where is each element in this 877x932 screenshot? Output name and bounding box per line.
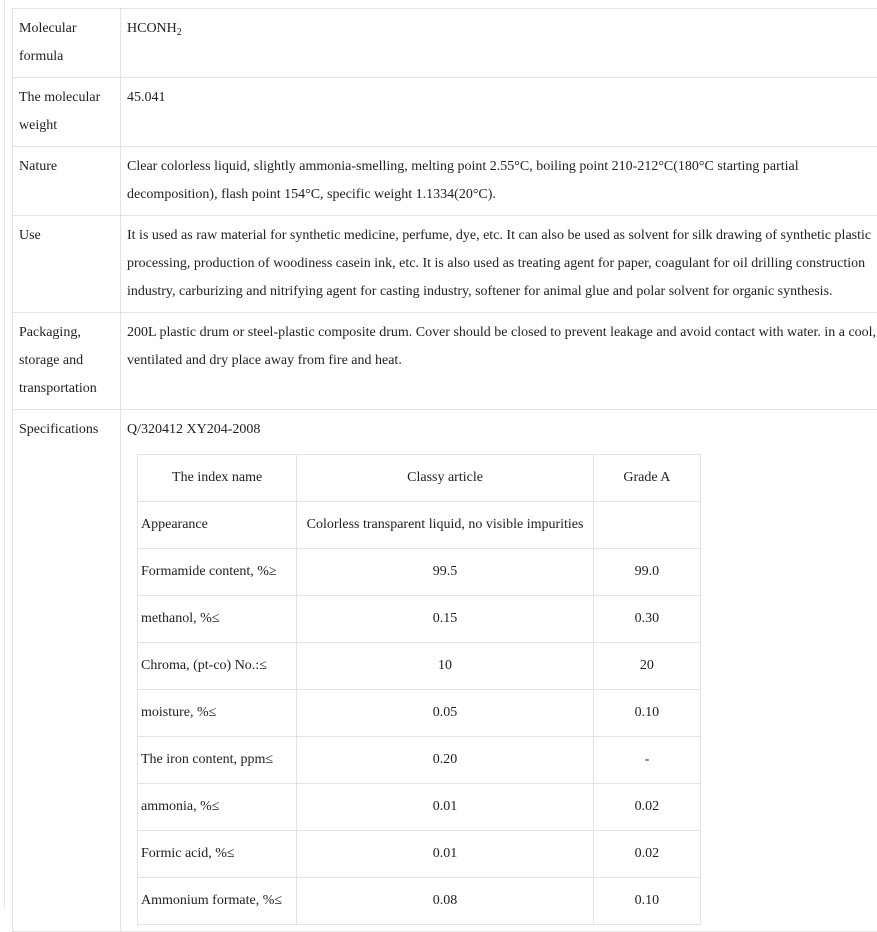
row-value — [121, 410, 877, 932]
row-key: Use — [13, 216, 121, 313]
cell-grade-a: 0.02 — [593, 831, 700, 878]
left-border-line — [4, 0, 5, 908]
info-row-packaging — [13, 313, 877, 410]
spec-table — [137, 454, 701, 925]
cell-grade-a: 20 — [593, 643, 700, 690]
cell-classy-article: Colorless transparent liquid, no visible impurities — [297, 502, 594, 549]
spec-standard: Q/320412 XY204-2008 — [127, 416, 877, 444]
row-value: 200L plastic drum or steel-plastic composite drum. Cover should be closed to prevent leakage and avoid contact with water. in a cool, ventilated and dry place away from fire and heat. — [121, 313, 877, 410]
table-row — [138, 596, 701, 643]
info-row-molecular-weight — [13, 78, 877, 147]
info-row-use — [13, 216, 877, 313]
cell-grade-a: 99.0 — [593, 549, 700, 596]
header-classy-article: Classy article — [297, 455, 594, 502]
cell-index-name: ammonia, %≤ — [138, 784, 297, 831]
row-value: Clear colorless liquid, slightly ammonia-smelling, melting point 2.55°C, boiling point 210-212°C(180°C starting partial decomposition), flash point 154°C, specific weight 1.1334(20°C). — [121, 147, 877, 216]
table-row — [138, 502, 701, 549]
cell-index-name: Appearance — [138, 502, 297, 549]
table-row — [138, 690, 701, 737]
table-row — [138, 549, 701, 596]
info-row-specifications — [13, 410, 877, 932]
cell-grade-a: - — [593, 737, 700, 784]
table-row — [138, 643, 701, 690]
cell-grade-a: 0.02 — [593, 784, 700, 831]
info-row-formula — [13, 9, 877, 78]
table-row — [138, 831, 701, 878]
cell-grade-a: 0.10 — [593, 878, 700, 925]
cell-index-name: methanol, %≤ — [138, 596, 297, 643]
cell-grade-a: 0.10 — [593, 690, 700, 737]
spec-table-header — [138, 455, 701, 502]
row-key: Nature — [13, 147, 121, 216]
cell-grade-a: 0.30 — [593, 596, 700, 643]
table-row — [138, 784, 701, 831]
cell-classy-article: 10 — [297, 643, 594, 690]
formula-subscript: 2 — [177, 27, 182, 38]
row-key: Packaging, storage and transportation — [13, 313, 121, 410]
row-key: The molecular weight — [13, 78, 121, 147]
formula-main: HCONH — [127, 21, 177, 36]
cell-classy-article: 99.5 — [297, 549, 594, 596]
row-value: 45.041 — [121, 78, 877, 147]
cell-index-name: Ammonium formate, %≤ — [138, 878, 297, 925]
row-value: It is used as raw material for synthetic medicine, perfume, dye, etc. It can also be used as solvent for silk drawing of synthetic plastic processing, production of woodiness casein ink, etc. It is also used as treating agent for paper, coagulant for oil drilling construction industry, carburizing and nitrifying agent for casting industry, softener for animal glue and polar solvent for organic synthesis. — [121, 216, 877, 313]
info-row-nature — [13, 147, 877, 216]
row-key: Molecular formula — [13, 9, 121, 78]
product-info-table — [12, 8, 877, 932]
cell-classy-article: 0.08 — [297, 878, 594, 925]
cell-index-name: moisture, %≤ — [138, 690, 297, 737]
cell-grade-a — [593, 502, 700, 549]
cell-index-name: Chroma, (pt-co) No.:≤ — [138, 643, 297, 690]
table-row — [138, 737, 701, 784]
cell-classy-article: 0.01 — [297, 831, 594, 878]
header-index-name: The index name — [138, 455, 297, 502]
table-row — [138, 878, 701, 925]
row-key: Specifications — [13, 410, 121, 932]
header-grade-a: Grade A — [593, 455, 700, 502]
cell-index-name: The iron content, ppm≤ — [138, 737, 297, 784]
cell-index-name: Formic acid, %≤ — [138, 831, 297, 878]
cell-classy-article: 0.01 — [297, 784, 594, 831]
cell-classy-article: 0.20 — [297, 737, 594, 784]
cell-classy-article: 0.05 — [297, 690, 594, 737]
cell-classy-article: 0.15 — [297, 596, 594, 643]
row-value — [121, 9, 877, 78]
cell-index-name: Formamide content, %≥ — [138, 549, 297, 596]
